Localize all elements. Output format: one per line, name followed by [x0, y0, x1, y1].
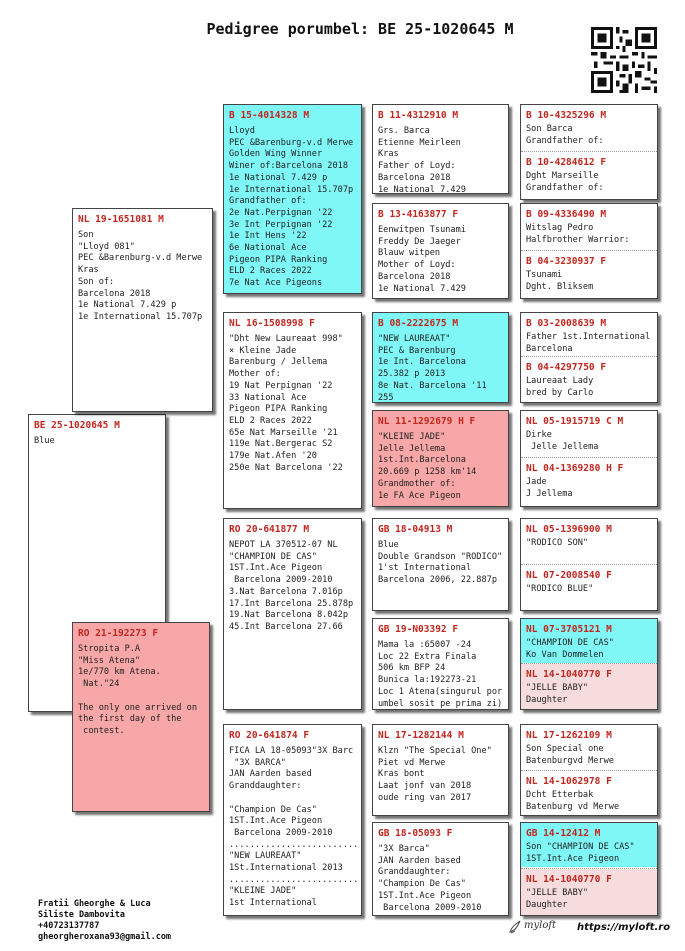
- dam-description: Stropita P.A "Miss Atena" 1e/770 km Atena. Nat."24 The only one arrived on the first day of the contest.: [78, 644, 197, 736]
- gen4-ring-number: NL 04-1369280 H F: [526, 463, 624, 474]
- gen3-card-4[interactable]: [372, 410, 509, 507]
- gen3-card-3[interactable]: [372, 312, 509, 403]
- gen4-entry: [521, 869, 657, 915]
- gen4-ring-number: B 04-3230937 F: [526, 256, 607, 267]
- gen4-ring-number: B 10-4325296 M: [526, 110, 607, 121]
- gen4-ring-number: NL 07-3705121 M: [526, 624, 612, 635]
- gen3-ring-number: NL 11-1292679 H F: [378, 416, 476, 427]
- qr-code-icon: [591, 27, 657, 93]
- gen3-description: "3X Barca" JAN Aarden based Granddaughter: "Champion De Cas" 1ST.Int.Ace Pigeon Barcelona 2009-2010: [378, 844, 482, 913]
- subject-description: Blue: [34, 436, 55, 446]
- breeder-contact: Fratii Gheorghe & Luca Siliste Dambovita +40723137787 gheorgheroxana93@gmail.com: [38, 899, 172, 942]
- gen3-ring-number: NL 17-1282144 M: [378, 730, 464, 741]
- myloft-bird-logo-icon: [508, 918, 522, 936]
- gen3-card-1[interactable]: [372, 104, 509, 194]
- dam-sire-card[interactable]: [223, 518, 362, 710]
- gen4-entry: [521, 458, 657, 506]
- gen4-entry: [521, 105, 657, 150]
- gen4-description: Dcht Etterbak Batenburg vd Merwe: [526, 790, 620, 812]
- gen4-pair-3[interactable]: [520, 312, 658, 403]
- website-link[interactable]: https://myloft.ro: [577, 922, 671, 933]
- sire-description: Son "Lloyd 081" PEC &Barenburg-v.d Merwe Kras Son of: Barcelona 2018 1e National 7.429 p 1e International 15.707p: [78, 230, 203, 322]
- gen4-entry: [521, 565, 657, 610]
- dam-ring-number: RO 21-192273 F: [78, 628, 159, 639]
- gen4-description: "JELLE BABY" Daughter: [526, 888, 589, 910]
- gen4-entry: [521, 823, 657, 867]
- gen3-ring-number: GB 18-05093 F: [378, 828, 453, 839]
- dam-dam-description: FICA LA 18-05093"3X Barc "3X BARCA" JAN Aarden based Granddaughter: "Champion De Cas" 1ST.Int.Ace Pigeon Barcelona 2009-2010 ......................... "NEW LAUREAAT" 1St.International 2013 ......................... "KLEINE JADE" 1st International: [229, 746, 359, 909]
- dam-sire-description: NEPOT LA 370512-07 NL "CHAMPION DE CAS" 1ST.Int.Ace Pigeon Barcelona 2009-2010 3.Nat Barcelona 7.016p 17.Int Barcelona 25.878p 19.Nat Barcelona 8.042p 45.Int Barcelona 27.66: [229, 540, 354, 632]
- gen4-pair-6[interactable]: [520, 618, 658, 710]
- gen4-description: "CHAMPION DE CAS" Ko Van Dommelen: [526, 638, 614, 660]
- dam-dam-card[interactable]: [223, 724, 362, 916]
- sire-sire-description: Lloyd PEC &Barenburg-v.d Merwe Golden Wing Winner Winer of:Barcelona 2018 1e National 7.429 p 1e International 15.707p Grandfather of: 2e Nat.Perpignan '22 3e Int Perpignan '22 1e Int Hens '22 6e National Ace Pigeon PIPA Ranking ELD 2 Races 2022 7e Nat Ace Pigeons: [229, 126, 354, 289]
- gen4-ring-number: NL 17-1262109 M: [526, 730, 612, 741]
- dam-card[interactable]: [72, 622, 210, 812]
- gen3-card-5[interactable]: [372, 518, 509, 611]
- sire-card[interactable]: [72, 208, 213, 412]
- gen4-entry: [521, 619, 657, 663]
- gen4-description: Son "CHAMPION DE CAS" 1ST.Int.Ace Pigeon: [526, 842, 635, 864]
- gen3-ring-number: GB 19-N03392 F: [378, 624, 459, 635]
- sire-ring-number: NL 19-1651081 M: [78, 214, 164, 225]
- gen4-entry: [521, 251, 657, 298]
- gen3-ring-number: B 13-4163877 F: [378, 209, 459, 220]
- gen3-description: Blue Double Grandson "RODICO" 1'st International Barcelona 2006, 22.887p: [378, 540, 503, 586]
- gen3-description: Grs. Barca Etienne Meirleen Kras Father of Loyd: Barcelona 2018 1e National 7.429: [378, 126, 466, 194]
- gen4-ring-number: B 09-4336490 M: [526, 209, 607, 220]
- gen4-description: Dirke Jelle Jellema: [526, 430, 599, 452]
- gen4-entry: [521, 519, 657, 563]
- gen4-entry: [521, 313, 657, 355]
- gen3-ring-number: GB 18-04913 M: [378, 524, 453, 535]
- gen4-ring-number: NL 05-1396900 M: [526, 524, 612, 535]
- gen4-description: Tsunami Dght. Bliksem: [526, 270, 594, 292]
- gen3-ring-number: B 08-2222675 M: [378, 318, 459, 329]
- gen4-description: Witslag Pedro Halfbrother Warrior:: [526, 223, 630, 245]
- gen3-description: "KLEINE JADE" Jelle Jellema 1st.Int.Barcelona 20.669 p 1258 km'14 Grandmother of: 1e FA Ace Pigeon: [378, 432, 477, 501]
- brand-name: myloft: [524, 920, 557, 931]
- gen4-pair-7[interactable]: [520, 724, 658, 816]
- gen4-description: Son Special one Batenburgvd Merwe: [526, 744, 614, 766]
- gen4-description: Laureaat Lady bred by Carlo: [526, 376, 594, 398]
- sire-sire-card[interactable]: [223, 104, 362, 294]
- gen4-pair-2[interactable]: [520, 203, 658, 299]
- sire-dam-ring-number: NL 16-1508998 F: [229, 318, 315, 329]
- gen4-entry: [521, 357, 657, 402]
- gen4-description: Jade J Jellema: [526, 477, 573, 499]
- sire-dam-card[interactable]: [223, 312, 362, 509]
- gen3-card-6[interactable]: [372, 618, 509, 710]
- gen4-description: Dght Marseille Grandfather of:: [526, 171, 604, 193]
- gen4-pair-5[interactable]: [520, 518, 658, 611]
- gen4-entry: [521, 725, 657, 769]
- gen4-description: "JELLE BABY" Daughter: [526, 683, 589, 705]
- gen4-pair-8[interactable]: [520, 822, 658, 916]
- sire-sire-ring-number: B 15-4014328 M: [229, 110, 310, 121]
- page-title: Pedigree porumbel: BE 25-1020645 M: [206, 20, 514, 38]
- gen4-description: "RODICO SON": [526, 538, 589, 548]
- gen4-ring-number: NL 14-1062978 F: [526, 776, 612, 787]
- gen3-description: Klzn "The Special One" Piet vd Merwe Kras bont Laat jonf van 2018 oude ring van 2017: [378, 746, 492, 803]
- gen4-entry: [521, 152, 657, 199]
- gen4-ring-number: NL 05-1915719 C M: [526, 416, 624, 427]
- gen4-description: Son Barca Grandfather of:: [526, 124, 604, 146]
- gen3-description: "NEW LAUREAAT" PEC & Barenburg 1e Int. Barcelona 25.382 p 2013 8e Nat. Barcelona '11 255: [378, 334, 487, 403]
- dam-sire-ring-number: RO 20-641877 M: [229, 524, 310, 535]
- gen3-card-2[interactable]: [372, 203, 509, 299]
- dam-dam-ring-number: RO 20-641874 F: [229, 730, 310, 741]
- gen4-description: "RODICO BLUE": [526, 584, 594, 594]
- gen4-ring-number: NL 14-1040770 F: [526, 669, 612, 680]
- gen4-ring-number: B 04-4297750 F: [526, 362, 607, 373]
- gen4-entry: [521, 204, 657, 249]
- gen4-pair-4[interactable]: [520, 410, 658, 507]
- gen3-description: Mama la :65007 -24 Loc 22 Extra Finala 506 km BFP 24 Bunica la:192273-21 Loc 1 Atena(singurul por umbel sosit pe prima zi): [378, 640, 503, 709]
- sire-dam-description: "Dht New Laureaat 998" × Kleine Jade Barenburg / Jellema Mother of: 19 Nat Perpignan '22 33 National Ace Pigeon PIPA Ranking ELD 2 Races 2022 65e Nat Marseille '21 119e Nat.Bergerac S2 179e Nat.Afen '20 250e Nat Barcelona '22: [229, 334, 343, 473]
- gen4-entry: [521, 411, 657, 456]
- gen3-description: Eenwitpen Tsunami Freddy De Jaeger Blauw witpen Mother of Loyd: Barcelona 2018 1e National 7.429: [378, 225, 466, 294]
- gen4-ring-number: GB 14-12412 M: [526, 828, 601, 839]
- gen3-card-8[interactable]: [372, 822, 509, 916]
- gen4-entry: [521, 771, 657, 815]
- gen4-ring-number: NL 14-1040770 F: [526, 874, 612, 885]
- subject-ring-number: BE 25-1020645 M: [34, 420, 120, 431]
- gen4-entry: [521, 664, 657, 709]
- gen4-pair-1[interactable]: [520, 104, 658, 200]
- gen4-description: Father 1st.International Barcelona: [526, 332, 651, 354]
- gen3-ring-number: B 11-4312910 M: [378, 110, 459, 121]
- gen4-ring-number: B 10-4284612 F: [526, 157, 607, 168]
- gen4-ring-number: NL 07-2008540 F: [526, 570, 612, 581]
- gen4-ring-number: B 03-2008639 M: [526, 318, 607, 329]
- gen3-card-7[interactable]: [372, 724, 509, 816]
